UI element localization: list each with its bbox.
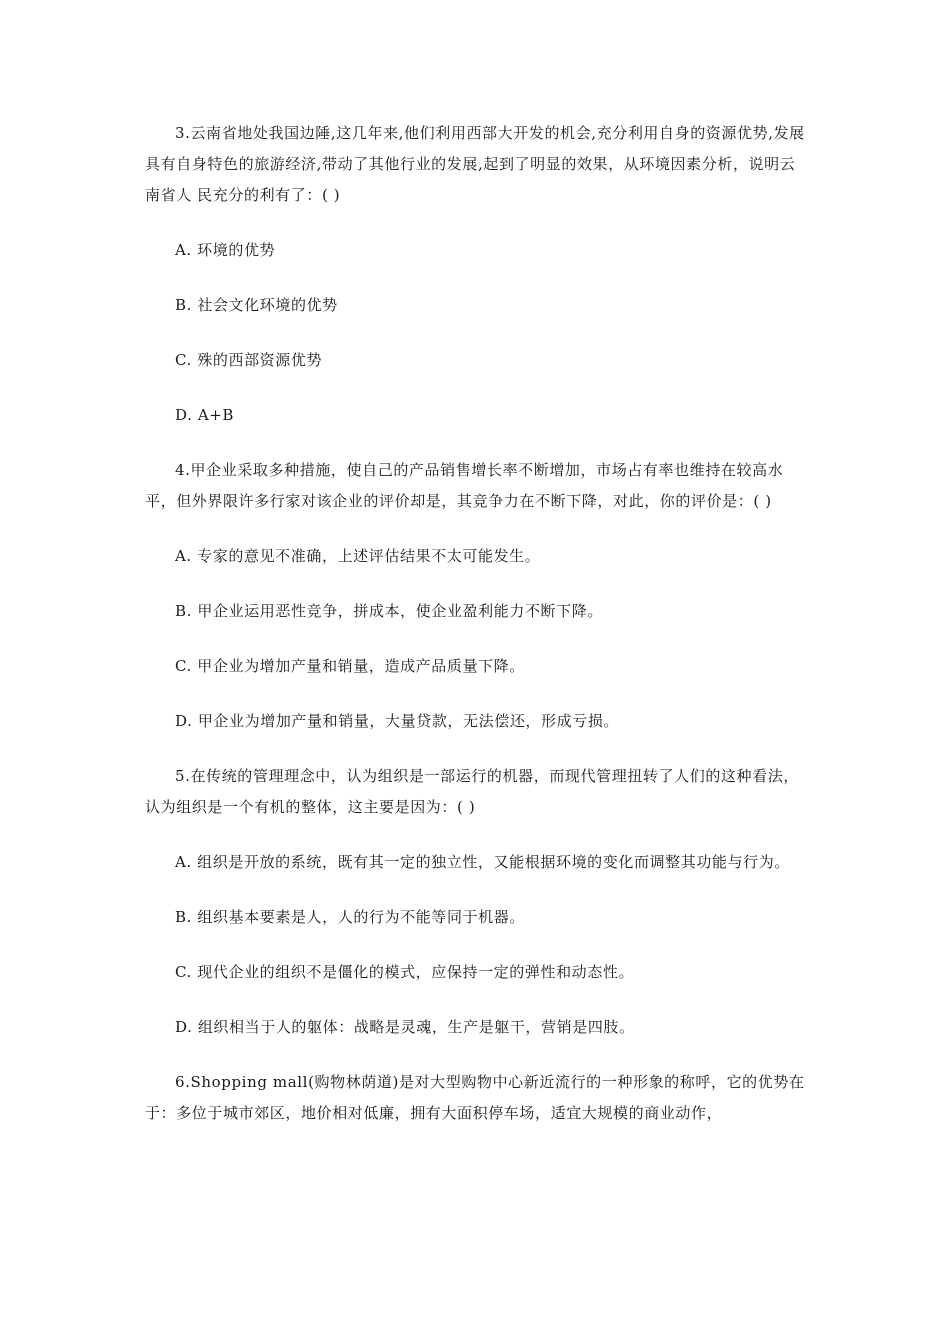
question-5-option-d: D. 组织相当于人的躯体：战略是灵魂，生产是躯干，营销是四肢。 (175, 1018, 635, 1036)
question-5-option-b: B. 组织基本要素是人，人的行为不能等同于机器。 (175, 908, 525, 926)
question-3-option-c: C. 殊的西部资源优势 (175, 351, 323, 369)
question-3-stem: 3.云南省地处我国边陲,这几年来,他们利用西部大开发的机会,充分利用自身的资源优势,发展具有自身特色的旅游经济,带动了其他行业的发展,起到了明显的效果，从环境因素分析，说明云南省人 民充分的利有了：( ) (145, 124, 805, 204)
question-4-option-b: B. 甲企业运用恶性竞争，拼成本，使企业盈利能力不断下降。 (175, 602, 603, 620)
question-4-stem: 4.甲企业采取多种措施，使自己的产品销售增长率不断增加，市场占有率也维持在较高水平，但外界限许多行家对该企业的评价却是，其竞争力在不断下降，对此，你的评价是：( ) (145, 461, 784, 510)
question-5-option-a: A. 组织是开放的系统，既有其一定的独立性，又能根据环境的变化而调整其功能与行为。 (175, 853, 790, 871)
question-5-stem: 5.在传统的管理理念中，认为组织是一部运行的机器，而现代管理扭转了人们的这种看法，认为组织是一个有机的整体，这主要是因为：( ) (145, 767, 799, 816)
question-4-option-c: C. 甲企业为增加产量和销量，造成产品质量下降。 (175, 657, 525, 675)
document-page (145, 118, 810, 1129)
question-3-option-d: D. A+B (175, 406, 235, 424)
question-4-option-a: A. 专家的意见不准确，上述评估结果不太可能发生。 (175, 547, 541, 565)
question-4-option-d: D. 甲企业为增加产量和销量，大量贷款，无法偿还，形成亏损。 (175, 712, 620, 730)
question-6-stem: 6.Shopping mall(购物林荫道)是对大型购物中心新近流行的一种形象的称呼，它的优势在于：多位于城市郊区，地价相对低廉，拥有大面积停车场，适宜大规模的商业动作， (145, 1073, 805, 1122)
question-5-option-c: C. 现代企业的组织不是僵化的模式，应保持一定的弹性和动态性。 (175, 963, 635, 981)
question-3-option-b: B. 社会文化环境的优势 (175, 296, 338, 314)
question-3-option-a: A. 环境的优势 (175, 241, 276, 259)
